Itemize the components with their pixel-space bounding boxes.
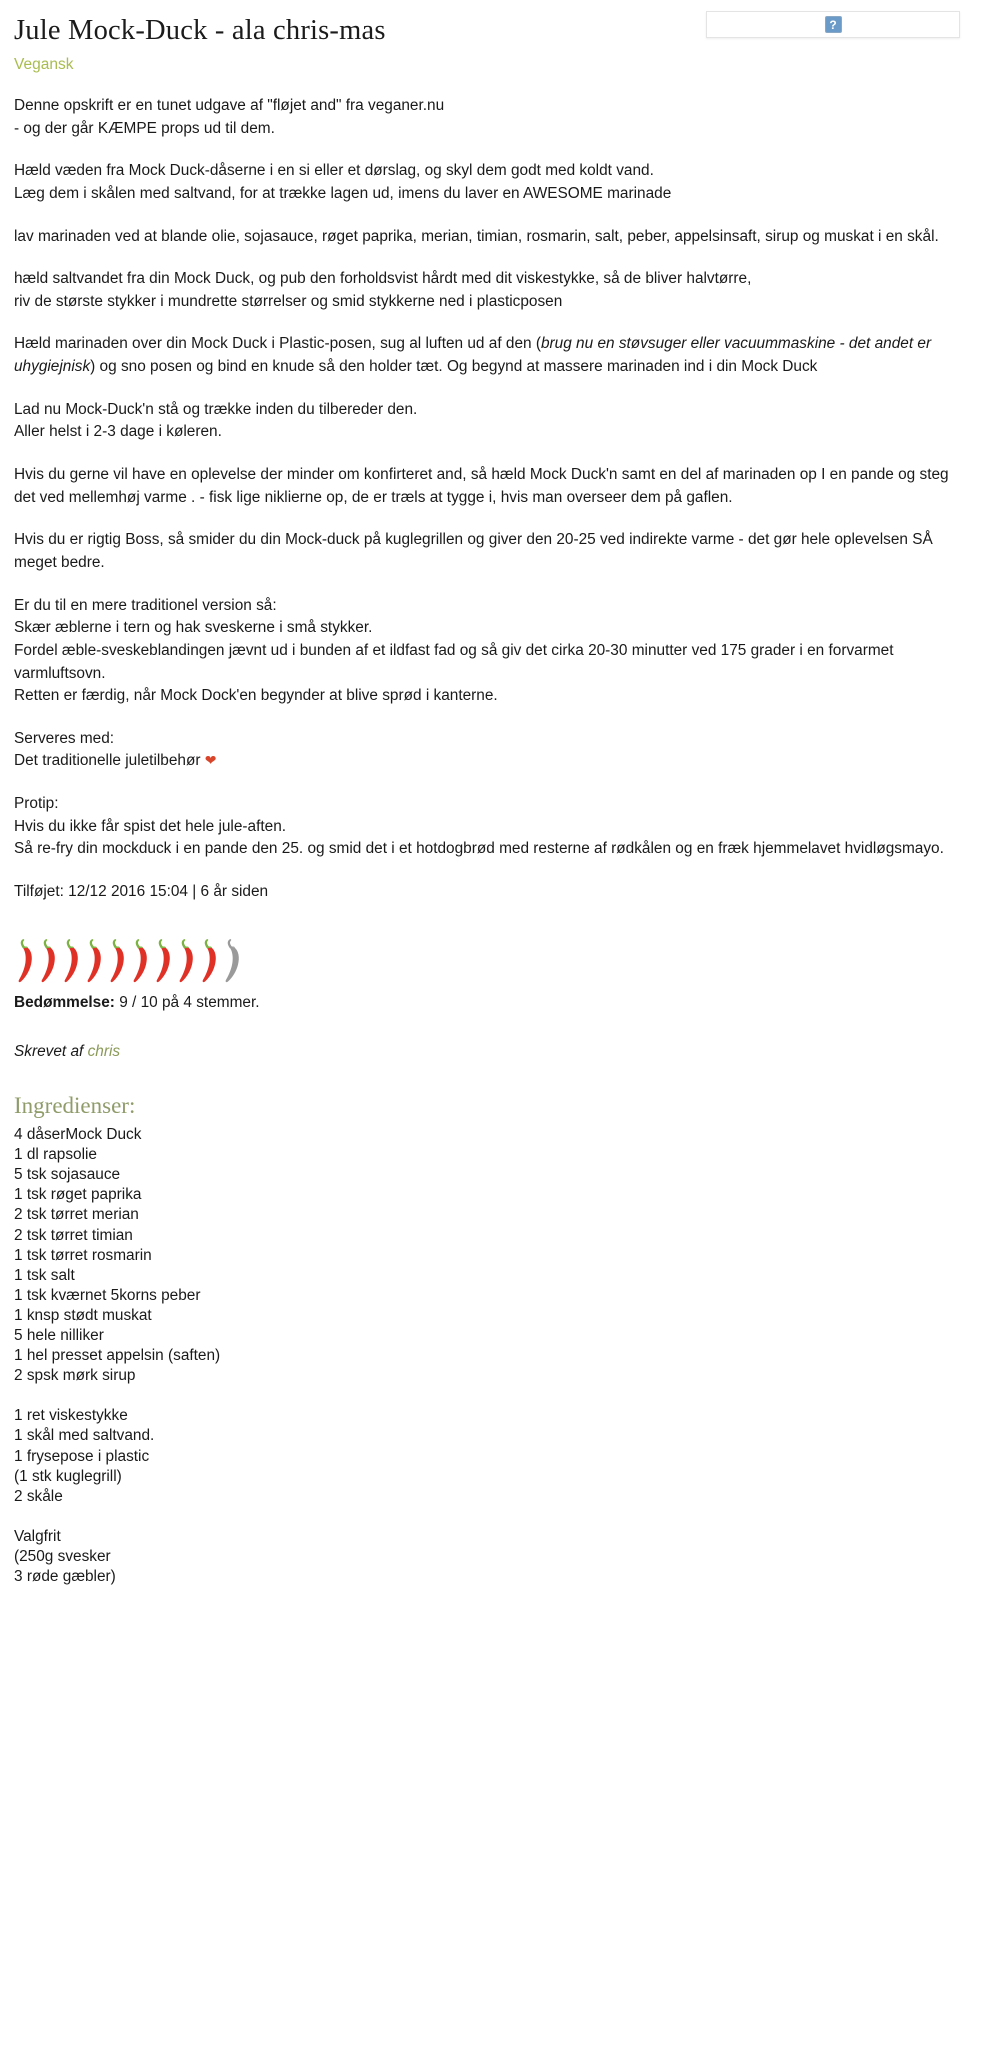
chili-body	[88, 947, 101, 982]
chili-body	[65, 947, 78, 982]
ingredient-group-1	[14, 1406, 1004, 1506]
author-line	[0, 1043, 1004, 1061]
ingredient-group-2	[14, 1527, 1004, 1587]
chili-icon-filled[interactable]	[175, 937, 198, 985]
chili-stem	[21, 939, 28, 948]
chili-stem	[44, 939, 51, 948]
chili-icon-filled[interactable]	[198, 937, 221, 985]
paragraph-intro	[14, 95, 949, 140]
chili-stem	[228, 939, 235, 948]
paragraph-line-1: - og der går KÆMPE props ud til dem.	[14, 119, 275, 137]
paragraph-line-1: Det traditionelle juletilbehør ❤	[14, 752, 217, 770]
chili-body	[111, 947, 124, 982]
chili-icon-filled[interactable]	[60, 937, 83, 985]
ingredient-item: 4 dåserMock Duck	[14, 1126, 142, 1144]
paragraph-step-rest	[14, 399, 949, 444]
page-header	[0, 0, 1004, 75]
paragraph-line-0: Hvis du er rigtig Boss, så smider du din Mock-duck på kuglegrillen og giver den 20-25 ved indirekte varme - det gør hele oplevelsen SÅ meget bedre.	[14, 531, 933, 571]
ingredient-item: 3 røde gæbler)	[14, 1567, 116, 1585]
heart-icon: ❤	[204, 752, 217, 769]
chili-body	[157, 947, 170, 982]
paragraph-line-2: Fordel æble-sveskeblandingen jævnt ud i bunden af et ildfast fad og så giv det cirka 20-30 minutter ved 175 grader i en forvarmet varmluftsovn.	[14, 641, 894, 682]
paragraph-step-pan	[14, 464, 949, 509]
chili-icon-empty[interactable]	[221, 937, 244, 985]
ingredient-item: 1 tsk røget paprika	[14, 1186, 142, 1204]
paragraph-line-0: Lad nu Mock-Duck'n stå og trække inden du tilbereder den.	[14, 400, 418, 418]
chili-stem	[182, 939, 189, 948]
chili-stem	[159, 939, 166, 948]
ingredient-item: 1 frysepose i plastic	[14, 1447, 150, 1465]
ingredient-item: 5 hele nilliker	[14, 1327, 104, 1345]
ingredients-heading: Ingredienser:	[14, 1093, 136, 1119]
chili-body	[134, 947, 147, 982]
broken-image-icon: ?	[825, 16, 842, 33]
paragraph-line-1: Læg dem i skålen med saltvand, for at trække lagen ud, imens du laver en AWESOME marinade	[14, 184, 672, 202]
recipe-instructions	[0, 95, 1004, 861]
ingredient-item: 2 skåle	[14, 1487, 63, 1505]
paragraph-segment-0: Hæld marinaden over din Mock Duck i Plastic-posen, sug al luften ud af den (	[14, 335, 541, 353]
paragraph-line-1: Aller helst i 2-3 dage i køleren.	[14, 423, 222, 441]
ingredient-item: 2 spsk mørk sirup	[14, 1367, 136, 1385]
paragraph-line-0: Er du til en mere traditionel version så:	[14, 596, 277, 614]
paragraph-segment-2: ) og sno posen og bind en knude så den holder tæt. Og begynd at massere marinaden ind i din Mock Duck	[90, 358, 818, 376]
chili-rating-row[interactable]	[14, 935, 1004, 985]
rating-section	[0, 935, 1004, 1014]
ingredient-group-separator	[14, 1386, 1004, 1406]
paragraph-line-0: Protip:	[14, 795, 59, 813]
ingredient-item: 1 hel presset appelsin (saften)	[14, 1347, 221, 1365]
chili-icon-filled[interactable]	[83, 937, 106, 985]
chili-icon-filled[interactable]	[106, 937, 129, 985]
paragraph-line-1: Hvis du ikke får spist det hele jule-aften.	[14, 817, 287, 835]
chili-icon-filled[interactable]	[152, 937, 175, 985]
ingredient-item: 1 dl rapsolie	[14, 1146, 97, 1164]
chili-body	[226, 947, 239, 982]
paragraph-line-3: Retten er færdig, når Mock Dock'en begynder at blive sprød i kanterne.	[14, 687, 498, 705]
ingredients-section	[0, 1091, 1004, 1587]
paragraph-line-2: Så re-fry din mockduck i en pande den 25. og smid det i et hotdogbrød med resterne af rødkålen og en fræk hjemmelavet hvidløgsmayo.	[14, 840, 944, 858]
chili-stem	[67, 939, 74, 948]
ingredient-item: 1 knsp stødt muskat	[14, 1306, 152, 1324]
paragraph-step-serve	[14, 728, 949, 773]
ingredient-item: 1 tsk tørret rosmarin	[14, 1246, 152, 1264]
paragraph-line-1: Skær æblerne i tern og hak sveskerne i små stykker.	[14, 619, 373, 637]
paragraph-line-0: Serveres med:	[14, 729, 115, 747]
chili-stem	[205, 939, 212, 948]
paragraph-step-bag	[14, 333, 949, 378]
paragraph-step-grill	[14, 529, 949, 574]
paragraph-step-protip	[14, 793, 949, 861]
chili-icon-filled[interactable]	[14, 937, 37, 985]
ingredient-item: 1 tsk salt	[14, 1266, 75, 1284]
rating-value: 9 / 10 på 4 stemmer.	[119, 993, 260, 1011]
chili-body	[203, 947, 216, 982]
ingredient-item: 2 tsk tørret merian	[14, 1206, 139, 1224]
chili-stem	[113, 939, 120, 948]
paragraph-step-traditional	[14, 595, 949, 708]
chili-icon-filled[interactable]	[129, 937, 152, 985]
ingredient-item: Valgfrit	[14, 1527, 61, 1545]
paragraph-step-rinse	[14, 160, 949, 205]
paragraph-step-dry	[14, 268, 949, 313]
chili-stem	[90, 939, 97, 948]
page-title: Jule Mock-Duck - ala chris-mas	[14, 15, 386, 46]
chili-stem	[136, 939, 143, 948]
ingredient-item: 1 skål med saltvand.	[14, 1427, 155, 1445]
ingredient-item: (1 stk kuglegrill)	[14, 1467, 122, 1485]
ingredient-group-0	[14, 1125, 1004, 1386]
chili-body	[180, 947, 193, 982]
author-link[interactable]: chris	[87, 1043, 121, 1061]
paragraph-line-0: lav marinaden ved at blande olie, sojasauce, røget paprika, merian, timian, rosmarin, salt, peber, appelsinsaft, sirup og muskat i en skål.	[14, 227, 939, 245]
rating-summary	[14, 992, 1004, 1014]
paragraph-line-0: Denne opskrift er en tunet udgave af "fløjet and" fra veganer.nu	[14, 97, 445, 114]
added-timestamp: Tilføjet: 12/12 2016 15:04 | 6 år siden	[14, 883, 269, 901]
chili-body	[19, 947, 32, 982]
rating-label: Bedømmelse:	[14, 993, 115, 1011]
paragraph-line-0: Hæld væden fra Mock Duck-dåserne i en si eller et dørslag, og skyl dem godt med koldt vand.	[14, 162, 654, 180]
paragraph-line-1: riv de største stykker i mundrette størrelser og smid stykkerne ned i plasticposen	[14, 292, 563, 310]
ingredient-item: 5 tsk sojasauce	[14, 1166, 121, 1184]
author-prefix: Skrevet af	[14, 1043, 88, 1061]
paragraph-line-0: Hvis du gerne vil have en oplevelse der minder om konfirteret and, så hæld Mock Duck'n samt en del af marinaden op I en pande og steg det ved mellemhøj varme . - fisk lige niklierne op, de er træls at tygge i, hvis man overseer dem på gaflen.	[14, 466, 949, 506]
ingredient-item: (250g svesker	[14, 1547, 111, 1565]
paragraph-line-0: hæld saltvandet fra din Mock Duck, og pub den forholdsvist hårdt med dit viskestykke, så de bliver halvtørre,	[14, 270, 752, 288]
paragraph-segment-1: brug nu en støvsuger eller vacuummaskine - det andet er uhygiejnisk	[14, 335, 932, 376]
recipe-category-label: Vegansk	[14, 55, 74, 73]
ingredient-item: 2 tsk tørret timian	[14, 1226, 133, 1244]
paragraph-step-marinade	[14, 226, 949, 249]
ingredient-item: 1 tsk kværnet 5korns peber	[14, 1286, 201, 1304]
chili-icon-filled[interactable]	[37, 937, 60, 985]
ingredient-item: 1 ret viskestykke	[14, 1407, 128, 1425]
chili-body	[42, 947, 55, 982]
ingredient-group-separator	[14, 1507, 1004, 1527]
banner-ad-box[interactable]	[706, 11, 960, 38]
